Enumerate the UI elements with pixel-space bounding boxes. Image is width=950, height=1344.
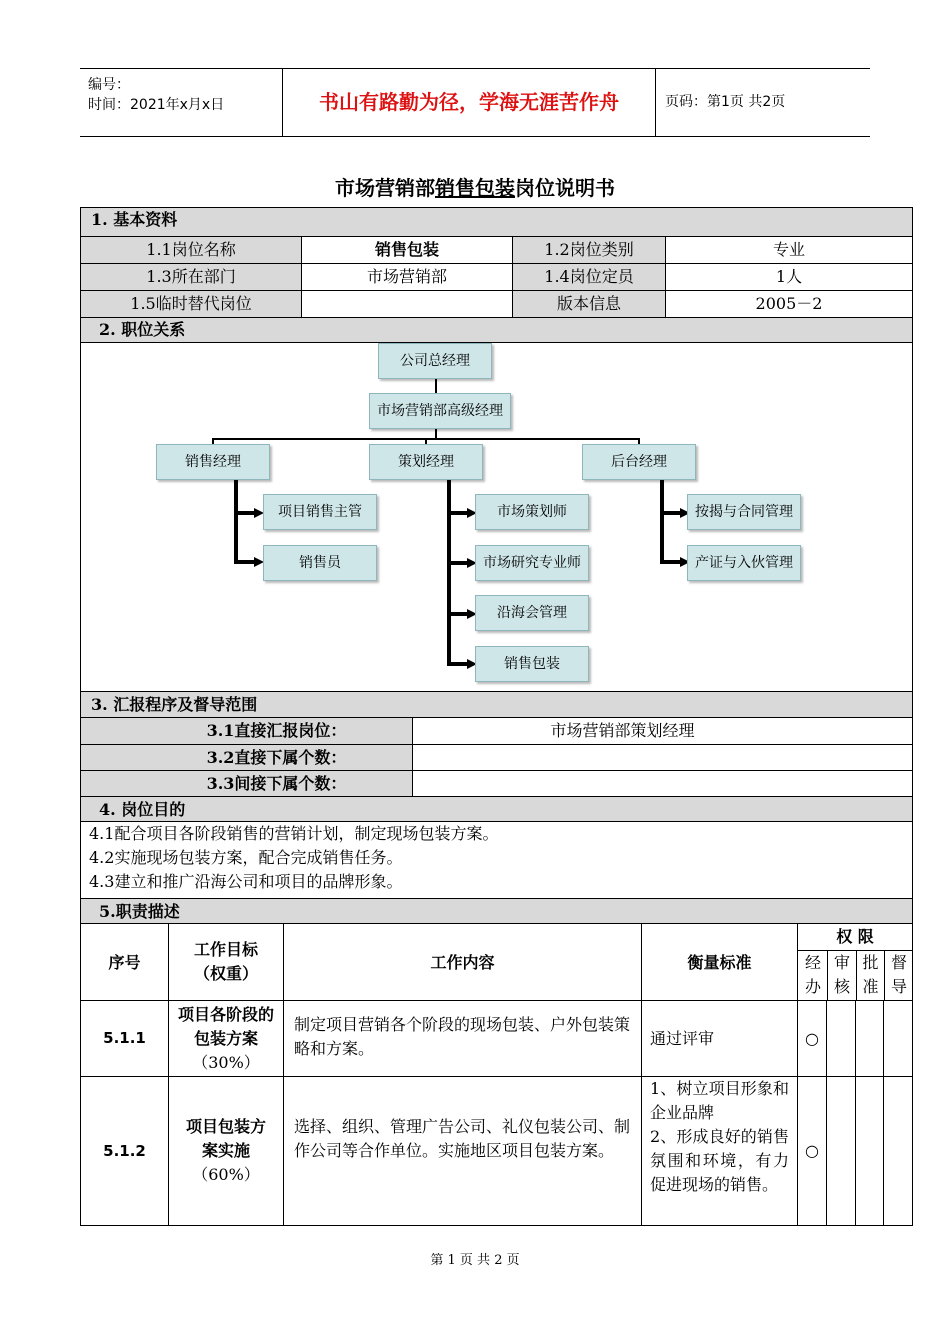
org-backoffice-manager: 后台经理	[582, 444, 696, 480]
org-market-researcher: 市场研究专业师	[475, 545, 589, 581]
purpose-item: 4.1配合项目各阶段销售的营销计划，制定现场包装方案。	[89, 824, 499, 843]
basic-row-1: 1.1岗位名称 销售包装 1.2岗位类别 专业	[81, 237, 912, 263]
section-basic-info-head: 1. 基本资料	[81, 208, 912, 236]
org-salesperson: 销售员	[263, 545, 377, 581]
purpose-list	[81, 822, 912, 897]
org-mortgage-contract: 按揭与合同管理	[687, 494, 801, 530]
page-footer: 第 1 页 共 2 页	[430, 1253, 520, 1268]
report-row-2: 3.2直接下属个数：	[81, 745, 912, 771]
header-motto: 书山有路勤为径，学海无涯苦作舟	[319, 90, 619, 114]
org-senior-manager: 市场营销部高级经理	[369, 393, 511, 429]
duty-row: 5.1.2 项目包装方案实施 （60%） 选择、组织、管理广告公司、礼仪包装公司、制作公司等合作单位。实施地区项目包装方案。 1、树立项目形象和企业品牌 2、形成良好的销售氛围和环境，有力促进现场的销售。 ○	[81, 1077, 912, 1225]
org-chart	[81, 343, 912, 691]
job-description-table	[80, 207, 913, 1226]
page-header	[80, 68, 870, 137]
org-project-sales-supervisor: 项目销售主管	[263, 494, 377, 530]
col-content: 工作内容	[283, 924, 641, 1001]
auth-review: 审核	[827, 951, 856, 1001]
col-authority: 权 限 经办 审核 批准 督导	[797, 924, 912, 1001]
basic-row-2: 1.3所在部门 市场营销部 1.4岗位定员 1人	[81, 264, 912, 290]
org-sales-manager: 销售经理	[156, 444, 270, 480]
purpose-item: 4.2实施现场包装方案，配合完成销售任务。	[89, 848, 403, 867]
org-sales-packaging: 销售包装	[475, 646, 589, 682]
auth-supervise: 督导	[884, 951, 913, 1001]
section-purpose-head: 4. 岗位目的	[81, 796, 912, 822]
duties-table-header	[81, 924, 912, 1001]
org-coastal-club-manager: 沿海会管理	[475, 595, 589, 631]
auth-handle: 经办	[804, 953, 821, 996]
doc-number: 编号：	[88, 77, 130, 93]
report-row-1: 3.1直接汇报岗位： 市场营销部策划经理	[81, 718, 912, 744]
purpose-item: 4.3建立和推广沿海公司和项目的品牌形象。	[89, 872, 403, 891]
col-number: 序号	[108, 953, 141, 972]
header-meta	[80, 69, 282, 136]
doc-time: 时间：2021年x月x日	[88, 97, 225, 113]
col-goal: 工作目标 （权重）	[168, 924, 283, 1001]
duty-row: 5.1.1 项目各阶段的包装方案 （30%） 制定项目营销各个阶段的现场包装、户外包装策略和方案。 通过评审 ○	[81, 1001, 912, 1076]
section-org-head: 2. 职位关系	[81, 317, 912, 343]
document-title: 市场营销部销售包装岗位说明书	[335, 176, 615, 200]
org-ceo: 公司总经理	[378, 343, 492, 379]
basic-row-3: 1.5临时替代岗位 版本信息 2005－2	[81, 291, 912, 317]
org-market-planner: 市场策划师	[475, 494, 589, 530]
report-row-3: 3.3间接下属个数：	[81, 771, 912, 796]
auth-approve: 批准	[856, 951, 884, 1001]
org-property-certificate: 产证与入伙管理	[687, 545, 801, 581]
header-page-info: 页码：第1页 共2页	[665, 94, 786, 110]
section-duties-head: 5.职责描述	[81, 898, 912, 924]
section-report-head: 3. 汇报程序及督导范围	[81, 691, 912, 718]
org-planning-manager: 策划经理	[369, 444, 483, 480]
col-standard: 衡量标准	[641, 924, 797, 1001]
